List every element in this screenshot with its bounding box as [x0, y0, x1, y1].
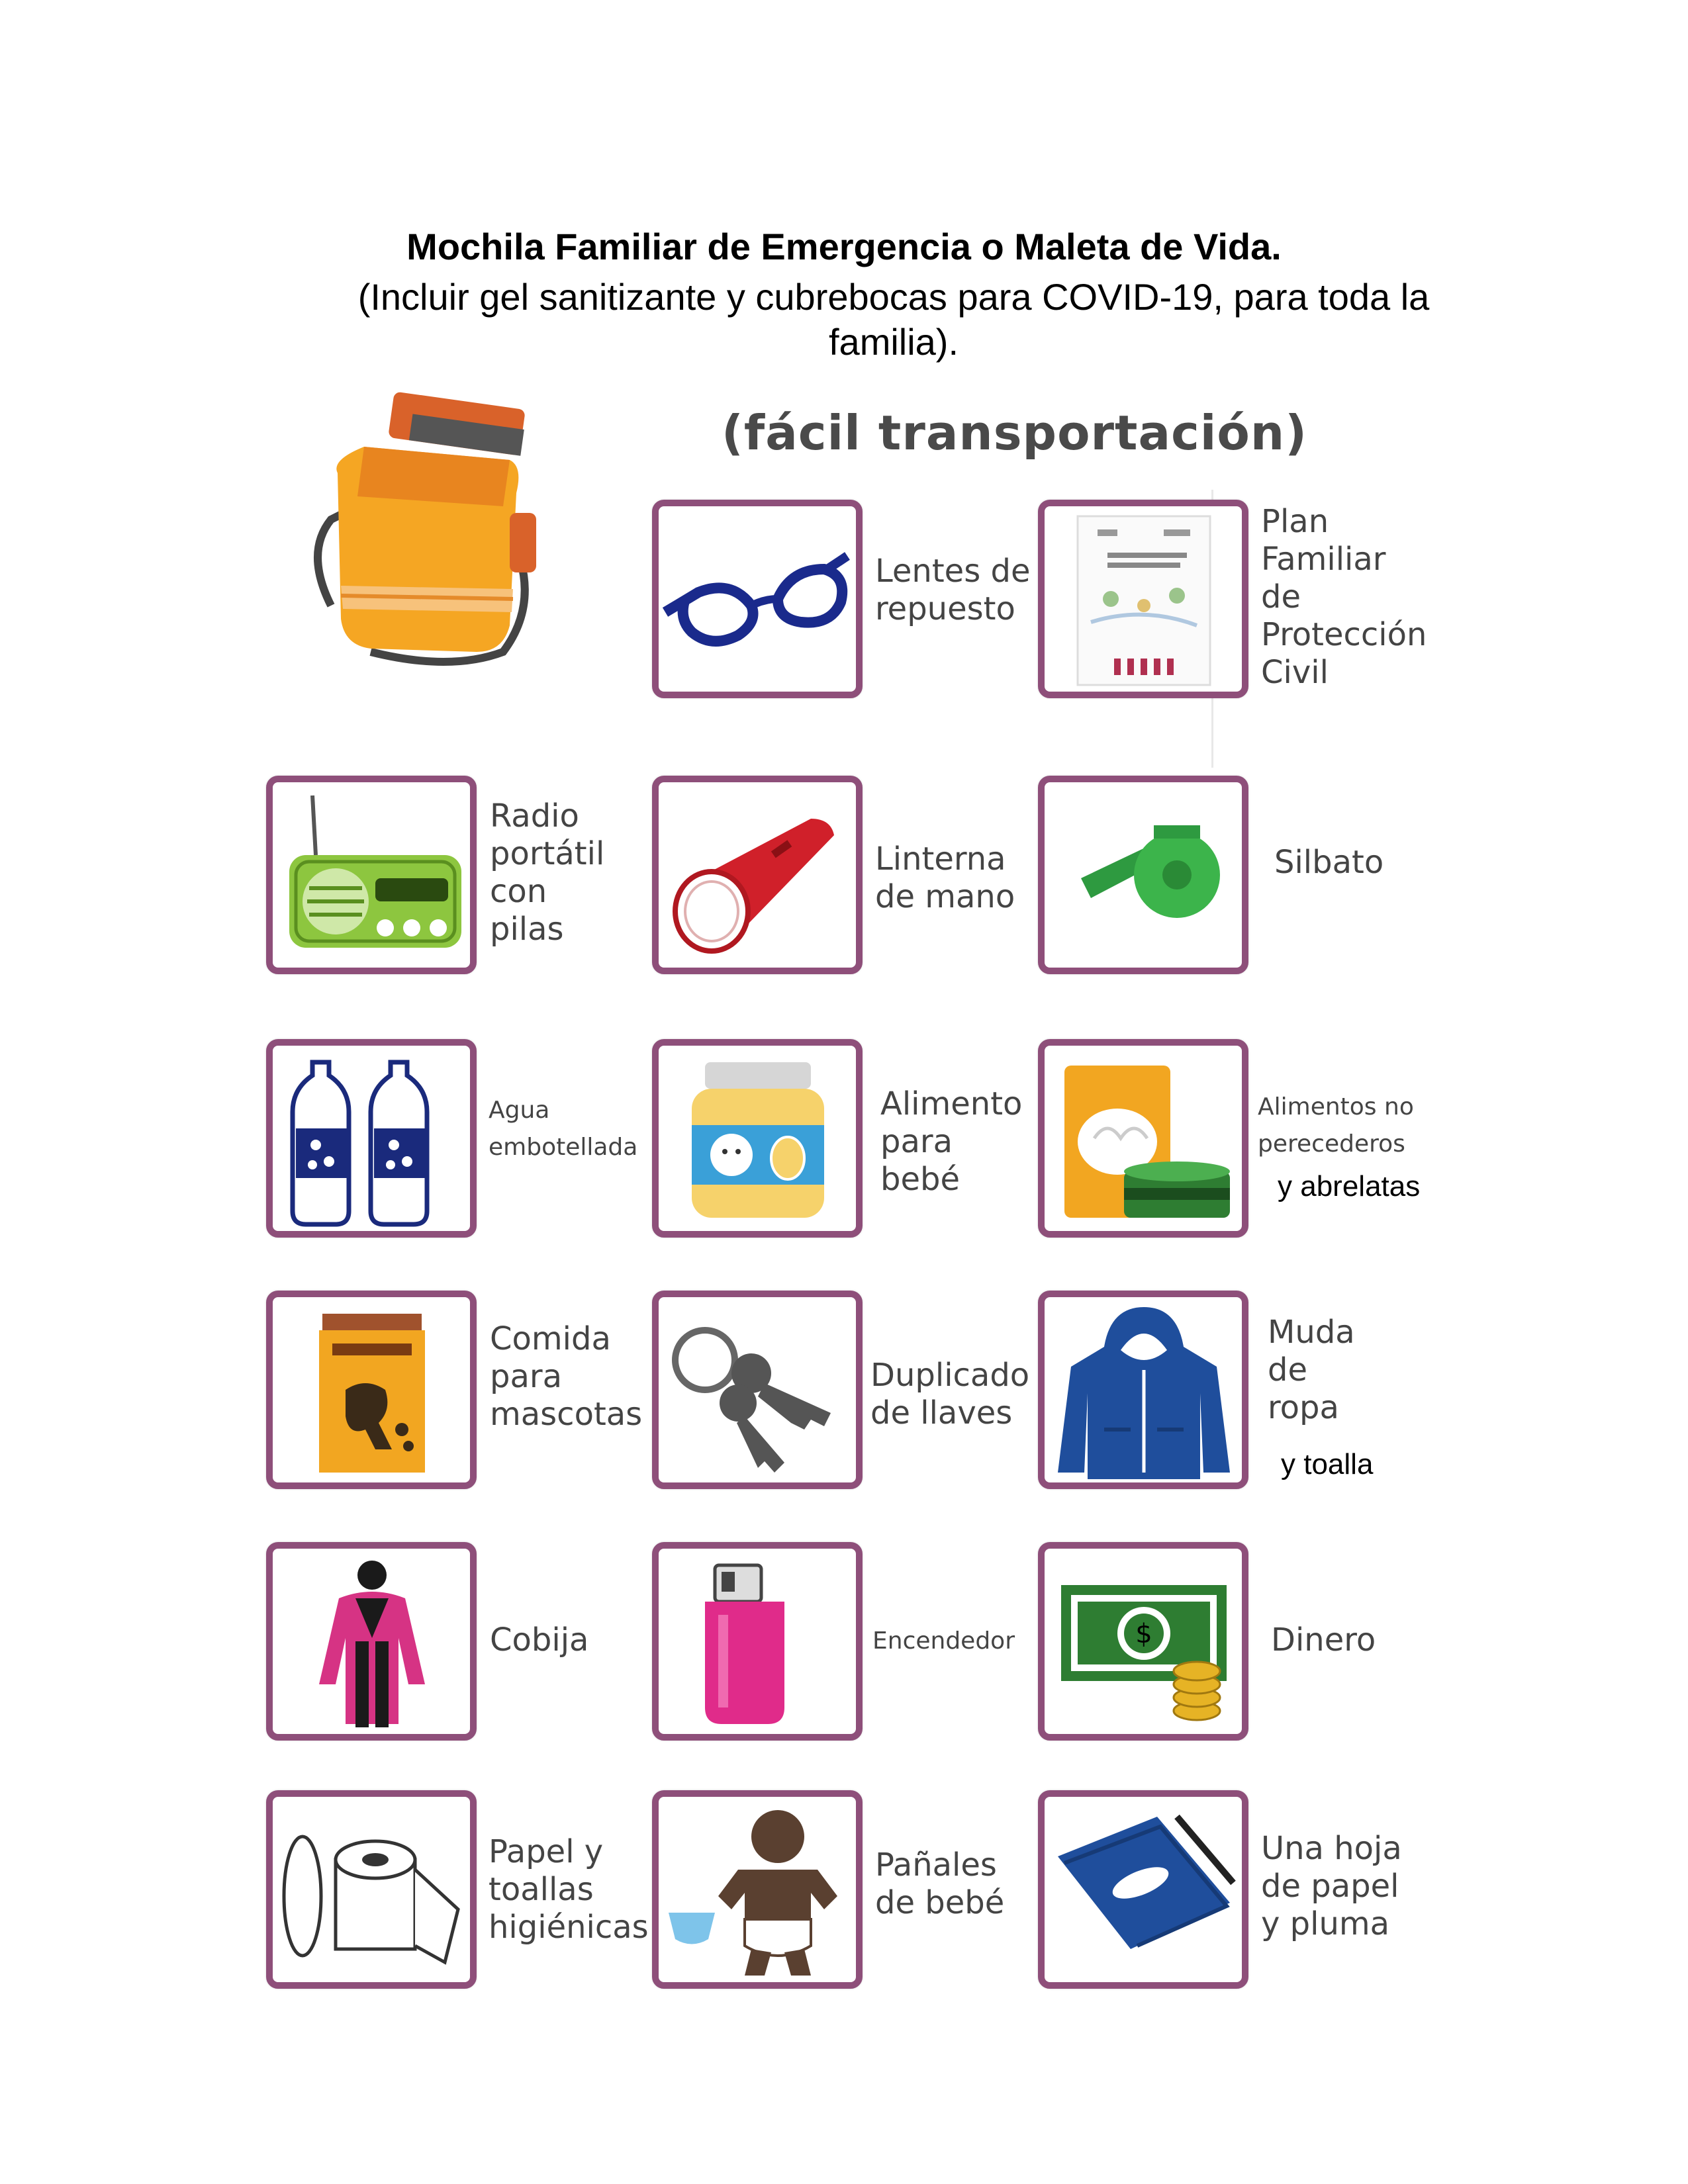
item-box-panales	[652, 1790, 863, 1989]
label-hoja: Una hoja de papel y pluma	[1261, 1830, 1402, 1942]
label-alimento-bebe: Alimento para bebé	[880, 1085, 1023, 1198]
keys-icon	[659, 1297, 856, 1482]
item-box-plan	[1038, 500, 1248, 698]
item-box-papel	[266, 1790, 477, 1989]
label-muda-extra: y toalla	[1281, 1448, 1374, 1480]
flashlight-icon	[659, 782, 856, 968]
label-plan: Plan Familiar de Protección Civil	[1261, 503, 1427, 691]
backpack-icon	[291, 387, 569, 685]
svg-text:$: $	[1135, 1619, 1152, 1649]
label-silbato: Silbato	[1274, 844, 1384, 881]
money-icon	[1045, 1549, 1242, 1734]
diaper-icon	[659, 1797, 856, 1982]
item-box-llaves	[652, 1291, 863, 1489]
label-encendedor: Encendedor	[872, 1627, 1015, 1655]
lighter-icon	[659, 1549, 856, 1734]
canned-food-icon	[1045, 1046, 1242, 1231]
section-heading: (fácil transportación)	[722, 405, 1308, 461]
item-box-linterna	[652, 776, 863, 974]
item-box-agua	[266, 1039, 477, 1238]
item-box-alimentos-no	[1038, 1039, 1248, 1238]
item-box-silbato	[1038, 776, 1248, 974]
hoodie-icon	[1045, 1297, 1242, 1482]
baby-food-jar-icon	[659, 1046, 856, 1231]
label-dinero: Dinero	[1271, 1621, 1376, 1659]
item-box-comida	[266, 1291, 477, 1489]
item-box-hoja	[1038, 1790, 1248, 1989]
label-agua: Agua embotellada	[489, 1097, 638, 1161]
label-comida: Comida para mascotas	[490, 1320, 643, 1433]
whistle-icon	[1045, 782, 1242, 968]
toilet-paper-icon	[273, 1797, 470, 1982]
label-lentes: Lentes de repuesto	[875, 553, 1031, 627]
item-box-alimento-bebe	[652, 1039, 863, 1238]
pet-food-bag-icon	[273, 1297, 470, 1482]
item-box-muda	[1038, 1291, 1248, 1489]
page-title: Mochila Familiar de Emergencia o Maleta de Vida.	[406, 226, 1282, 267]
label-cobija: Cobija	[490, 1621, 589, 1659]
item-box-cobija	[266, 1542, 477, 1741]
item-box-dinero	[1038, 1542, 1248, 1741]
radio-icon	[273, 782, 470, 968]
label-papel: Papel y toallas higiénicas	[489, 1833, 649, 1946]
blanket-icon	[273, 1549, 470, 1734]
label-muda: Muda de ropa	[1268, 1314, 1355, 1426]
item-box-radio	[266, 776, 477, 974]
notebook-pen-icon	[1045, 1797, 1242, 1982]
glasses-icon	[659, 506, 856, 692]
label-linterna: Linterna de mano	[875, 841, 1015, 915]
document-icon	[1045, 506, 1242, 692]
label-panales: Pañales de bebé	[875, 1846, 1005, 1921]
page-subtitle: (Incluir gel sanitizante y cubrebocas para COVID-19, para toda la familia).	[357, 276, 1430, 363]
item-box-lentes	[652, 500, 863, 698]
water-bottles-icon	[273, 1046, 470, 1231]
label-radio: Radio portátil con pilas	[490, 797, 605, 948]
label-alimentos-no-extra: y abrelatas	[1278, 1170, 1421, 1203]
label-llaves: Duplicado de llaves	[870, 1357, 1030, 1432]
item-box-encendedor	[652, 1542, 863, 1741]
label-alimentos-no: Alimentos no perecederos	[1258, 1093, 1414, 1158]
